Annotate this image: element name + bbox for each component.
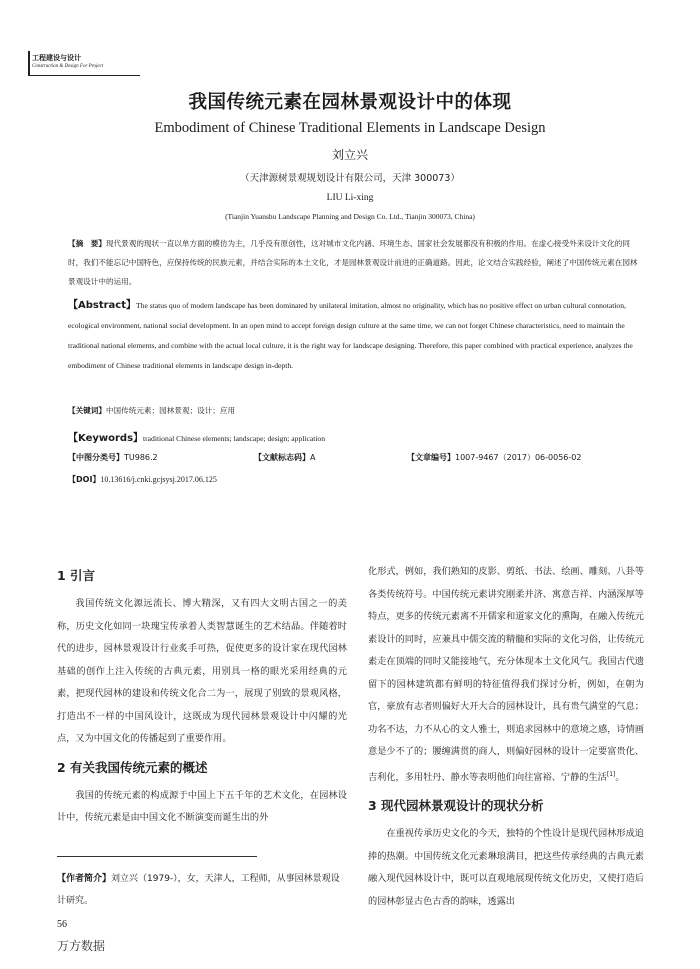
doi-label: 【DOI】 <box>68 475 101 484</box>
journal-name-cn: 工程建设与设计 <box>32 54 81 62</box>
article-title-cn: 我国传统元素在园林景观设计中的体现 <box>188 92 512 113</box>
article-number: 【文章编号】1007-9467（2017）06-0056-02 <box>407 453 582 462</box>
section-heading-3: 3 现代园林景观设计的现状分析 <box>368 798 544 814</box>
abstract-label-cn: 【摘 要】 <box>68 239 106 248</box>
footnote-rule <box>57 856 257 857</box>
abstract-text-en: The status quo of modern landscape has been dominated by unilateral imitation, almost no originality, which has no positive effect on urban cultural connotation, ecological environment, national social development. In an open mind to accept foreign design culture at the same time, we can not forget Chinese characteristics, need to maintain the traditional national elements, and combine with the actual local culture, it is the right way for landscape designing. Therefore, this paper combined with practical experience, analyzes the embodiment of Chinese traditional elements in landscape design in-depth. <box>68 301 633 370</box>
abstract-en <box>68 296 640 376</box>
journal-rule-vertical <box>28 51 30 76</box>
classification-row <box>68 452 640 466</box>
watermark: 万方数据 <box>57 939 106 953</box>
section-heading-1: 1 引言 <box>57 568 96 583</box>
body-column-right <box>368 561 644 913</box>
page-number: 56 <box>57 919 67 930</box>
journal-rule-horizontal <box>28 75 140 76</box>
keywords-cn <box>68 405 640 416</box>
keywords-label-en: 【Keywords】 <box>68 433 144 444</box>
clc-number: 【中图分类号】TU986.2 <box>68 453 158 462</box>
section-3-paragraph: 在重视传承历史文化的今天，独特的个性设计是现代园林形成追捧的热潮。中国传统文化元素琳琅满目，把这些传承经典的古典元素融入现代园林设计中，既可以直观地展现传统文化历史，又使打造后的园林彰显古色古香的韵味，透露出 <box>368 828 644 907</box>
document-code: 【文献标志码】A <box>254 453 316 462</box>
journal-name-en: Construction & Design For Project <box>32 64 104 69</box>
abstract-text-cn: 现代景观的现状一直以单方面的模仿为主，几乎没有原创性，这对城市文化内涵、环境生态、国家社会发展都没有积极的作用。在虚心接受外来设计文化的同时，我们不能忘记中国特色，应保持传统的民族元素，并结合实际的本土文化，才是园林景观设计前进的正确道路。因此，论文结合实践经验，阐述了中国传统元素在园林景观设计中的运用。 <box>68 239 638 286</box>
author-name-cn: 刘立兴 <box>331 148 368 162</box>
keywords-text-en: traditional Chinese elements; landscape; design; application <box>143 434 326 443</box>
doi-value: 10.13616/j.cnki.gcjsysj.2017.06.125 <box>100 475 217 484</box>
affiliation-en: (Tianjin Yuanshu Landscape Planning and Design Co. Ltd., Tianjin 300073, China) <box>225 212 475 221</box>
article-title-en: Embodiment of Chinese Traditional Elements in Landscape Design <box>154 120 546 136</box>
section-2-continuation: 化形式，例如，我们熟知的皮影、剪纸、书法、绘画、雕刻、八卦等各类传统符号。中国传统元素讲究刚柔并济、寓意吉祥、内涵深厚等特点，更多的传统元素离不开儒家和道家文化的熏陶，在融入传统元素设计的同时，应兼具中儒交流的精髓和实际的文化习俗，让传统元素走在顶端的同时又能接地气，充分体现本土文化风气。我国古代遗留下的园林建筑都有鲜明的特征值得我们探讨分析，例如，在朝为官，豪放有志者则偏好大开大合的园林设计，具有贵气满堂的气息；功名不达，力不从心的文人雅士，则追求园林中的意境之感，诗情画意是少不了的；腰缠满贯的商人，则偏好园林的设计一定要富贵化、吉利化，多用牡丹、静水等表明他们向往富裕、宁静的生活[1]。 <box>368 566 644 783</box>
footnote-label: 【作者简介】 <box>57 874 112 884</box>
section-2-paragraph: 我国的传统元素的构成源于中国上下五千年的艺术文化，在园林设计中，传统元素是由中国文化不断演变而诞生出的外 <box>57 789 347 823</box>
keywords-text-cn: 中国传统元素；园林景观；设计；应用 <box>105 406 236 415</box>
body-column-left <box>57 565 347 830</box>
citation-ref: [1] <box>606 770 616 778</box>
section-heading-2: 2 有关我国传统元素的概述 <box>57 759 208 775</box>
doi <box>68 474 217 485</box>
keywords-label-cn: 【关键词】 <box>68 406 106 415</box>
author-footnote <box>57 868 347 912</box>
affiliation-cn: （天津源树景观规划设计有限公司，天津 300073） <box>240 173 460 184</box>
abstract-label-en: 【Abstract】 <box>68 300 137 311</box>
abstract-cn <box>68 234 640 291</box>
keywords-en <box>68 429 640 444</box>
section-1-paragraph: 我国传统文化源远流长、博大精深，又有四大文明古国之一的美称，历史文化如同一块瑰宝传承着人类智慧诞生的艺术结晶。伴随着时代的进步，园林景观设计行业炙手可热，促使更多的设计家在现代园林基础的创作上注入传统的古典元素，用别具一格的眼光采用经典的元素，把现代园林的建设和传统文化合二为一，展现了别致的景观风格，打造出不一样的中国风设计，这既成为现代园林景观设计中闪耀的光点，又为中国文化的传播起到了重要作用。 <box>57 598 347 744</box>
footnote-text: 刘立兴（1979-），女，天津人，工程师，从事园林景观设计研究。 <box>57 874 340 906</box>
author-name-en: LIU Li-xing <box>326 193 374 203</box>
